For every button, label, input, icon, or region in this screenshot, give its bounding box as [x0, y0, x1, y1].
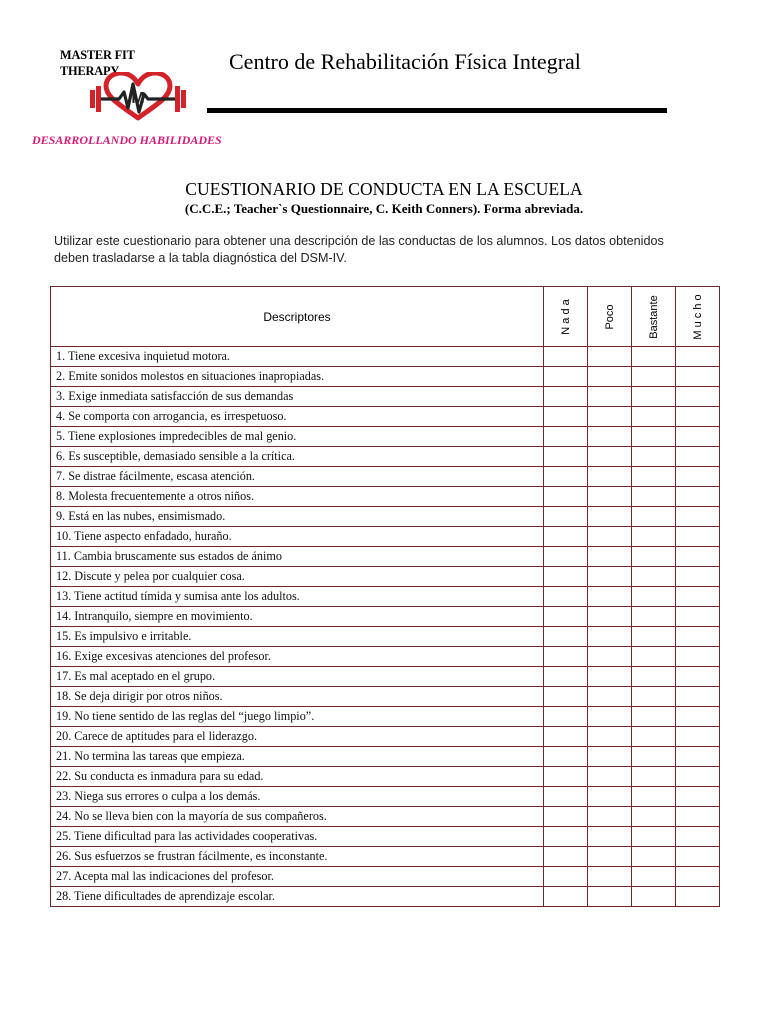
descriptor-item: 13. Tiene actitud tímida y sumisa ante los adultos.	[51, 587, 544, 607]
descriptor-item: 8. Molesta frecuentemente a otros niños.	[51, 487, 544, 507]
descriptor-item: 27. Acepta mal las indicaciones del profesor.	[51, 867, 544, 887]
answer-cell-poco[interactable]	[588, 747, 632, 767]
logo-tagline: DESARROLLANDO HABILIDADES	[32, 133, 222, 147]
header-rule	[207, 108, 667, 113]
answer-cell-nada[interactable]	[544, 367, 588, 387]
answer-cell-nada[interactable]	[544, 567, 588, 587]
answer-cell-nada[interactable]	[544, 847, 588, 867]
answer-cell-mucho[interactable]	[676, 807, 720, 827]
answer-cell-bastante[interactable]	[632, 607, 676, 627]
answer-cell-mucho[interactable]	[676, 607, 720, 627]
answer-cell-mucho[interactable]	[676, 587, 720, 607]
answer-cell-bastante[interactable]	[632, 367, 676, 387]
questionnaire-table	[50, 286, 720, 907]
descriptor-item: 14. Intranquilo, siempre en movimiento.	[51, 607, 544, 627]
answer-cell-mucho[interactable]	[676, 347, 720, 367]
descriptor-item: 5. Tiene explosiones impredecibles de mal genio.	[51, 427, 544, 447]
answer-cell-mucho[interactable]	[676, 667, 720, 687]
descriptor-item: 20. Carece de aptitudes para el liderazgo.	[51, 727, 544, 747]
answer-cell-nada[interactable]	[544, 867, 588, 887]
descriptor-item: 4. Se comporta con arrogancia, es irrespetuoso.	[51, 407, 544, 427]
answer-cell-bastante[interactable]	[632, 467, 676, 487]
svg-text:M: M	[131, 90, 145, 107]
answer-cell-bastante[interactable]	[632, 347, 676, 367]
column-poco-label: Poco	[603, 303, 616, 330]
heart-dumbbell-logo-icon	[86, 72, 190, 124]
answer-cell-poco[interactable]	[588, 647, 632, 667]
answer-cell-poco[interactable]	[588, 847, 632, 867]
answer-cell-bastante[interactable]	[632, 627, 676, 647]
answer-cell-mucho[interactable]	[676, 387, 720, 407]
table-row	[51, 667, 720, 687]
descriptor-item: 11. Cambia bruscamente sus estados de ánimo	[51, 547, 544, 567]
descriptor-item: 16. Exige excesivas atenciones del profesor.	[51, 647, 544, 667]
descriptors-header: Descriptores	[51, 287, 544, 347]
answer-cell-bastante[interactable]	[632, 807, 676, 827]
answer-cell-nada[interactable]	[544, 587, 588, 607]
table-row	[51, 887, 720, 907]
answer-cell-bastante[interactable]	[632, 567, 676, 587]
answer-cell-bastante[interactable]	[632, 487, 676, 507]
answer-cell-poco[interactable]	[588, 567, 632, 587]
answer-cell-nada[interactable]	[544, 447, 588, 467]
table-row	[51, 727, 720, 747]
answer-cell-mucho[interactable]	[676, 707, 720, 727]
descriptor-item: 9. Está en las nubes, ensimismado.	[51, 507, 544, 527]
answer-cell-bastante[interactable]	[632, 387, 676, 407]
table-row	[51, 767, 720, 787]
descriptor-item: 18. Se deja dirigir por otros niños.	[51, 687, 544, 707]
answer-cell-poco[interactable]	[588, 627, 632, 647]
table-row	[51, 347, 720, 367]
answer-cell-bastante[interactable]	[632, 787, 676, 807]
answer-cell-mucho[interactable]	[676, 427, 720, 447]
answer-cell-bastante[interactable]	[632, 667, 676, 687]
answer-cell-poco[interactable]	[588, 487, 632, 507]
descriptor-item: 19. No tiene sentido de las reglas del “juego limpio”.	[51, 707, 544, 727]
answer-cell-poco[interactable]	[588, 767, 632, 787]
table-row	[51, 807, 720, 827]
descriptor-item: 25. Tiene dificultad para las actividades cooperativas.	[51, 827, 544, 847]
table-row	[51, 447, 720, 467]
answer-cell-mucho[interactable]	[676, 887, 720, 907]
descriptor-item: 1. Tiene excesiva inquietud motora.	[51, 347, 544, 367]
answer-cell-mucho[interactable]	[676, 407, 720, 427]
descriptor-item: 7. Se distrae fácilmente, escasa atención.	[51, 467, 544, 487]
answer-cell-mucho[interactable]	[676, 847, 720, 867]
answer-cell-nada[interactable]	[544, 887, 588, 907]
center-title: Centro de Rehabilitación Física Integral	[229, 49, 581, 74]
table-row	[51, 687, 720, 707]
table-row	[51, 647, 720, 667]
intro-paragraph: Utilizar este cuestionario para obtener una descripción de las conductas de los alumnos. Los datos obtenidos deben trasladarse a la tabla diagnóstica del DSM-IV.	[54, 234, 664, 265]
answer-cell-poco[interactable]	[588, 507, 632, 527]
answer-cell-nada[interactable]	[544, 547, 588, 567]
table-row	[51, 707, 720, 727]
answer-cell-bastante[interactable]	[632, 447, 676, 467]
questionnaire-body	[51, 347, 720, 907]
column-bastante-header	[632, 287, 676, 347]
answer-cell-mucho[interactable]	[676, 367, 720, 387]
table-row	[51, 507, 720, 527]
descriptor-item: 23. Niega sus errores o culpa a los demás.	[51, 787, 544, 807]
document-title: CUESTIONARIO DE CONDUCTA EN LA ESCUELA	[185, 179, 583, 199]
table-row	[51, 587, 720, 607]
answer-cell-nada[interactable]	[544, 667, 588, 687]
column-poco-header	[588, 287, 632, 347]
answer-cell-bastante[interactable]	[632, 727, 676, 747]
answer-cell-poco[interactable]	[588, 807, 632, 827]
table-row	[51, 787, 720, 807]
answer-cell-poco[interactable]	[588, 407, 632, 427]
answer-cell-bastante[interactable]	[632, 707, 676, 727]
answer-cell-nada[interactable]	[544, 647, 588, 667]
table-row	[51, 487, 720, 507]
answer-cell-bastante[interactable]	[632, 827, 676, 847]
answer-cell-nada[interactable]	[544, 487, 588, 507]
answer-cell-bastante[interactable]	[632, 887, 676, 907]
table-row	[51, 747, 720, 767]
answer-cell-poco[interactable]	[588, 367, 632, 387]
table-row	[51, 467, 720, 487]
answer-cell-nada[interactable]	[544, 527, 588, 547]
answer-cell-mucho[interactable]	[676, 827, 720, 847]
column-mucho-label: M u c h o	[691, 293, 704, 340]
document-subtitle: (C.C.E.; Teacher`s Questionnaire, C. Keith Conners). Forma abreviada.	[184, 201, 584, 216]
answer-cell-nada[interactable]	[544, 507, 588, 527]
answer-cell-bastante[interactable]	[632, 547, 676, 567]
answer-cell-bastante[interactable]	[632, 587, 676, 607]
answer-cell-mucho[interactable]	[676, 447, 720, 467]
answer-cell-nada[interactable]	[544, 707, 588, 727]
answer-cell-poco[interactable]	[588, 827, 632, 847]
answer-cell-nada[interactable]	[544, 387, 588, 407]
answer-cell-bastante[interactable]	[632, 427, 676, 447]
descriptor-item: 26. Sus esfuerzos se frustran fácilmente, es inconstante.	[51, 847, 544, 867]
answer-cell-bastante[interactable]	[632, 407, 676, 427]
answer-cell-mucho[interactable]	[676, 727, 720, 747]
answer-cell-mucho[interactable]	[676, 627, 720, 647]
descriptor-item: 6. Es susceptible, demasiado sensible a la crítica.	[51, 447, 544, 467]
answer-cell-poco[interactable]	[588, 587, 632, 607]
answer-cell-mucho[interactable]	[676, 767, 720, 787]
answer-cell-poco[interactable]	[588, 547, 632, 567]
answer-cell-mucho[interactable]	[676, 787, 720, 807]
answer-cell-bastante[interactable]	[632, 647, 676, 667]
answer-cell-nada[interactable]	[544, 347, 588, 367]
descriptor-item: 21. No termina las tareas que empieza.	[51, 747, 544, 767]
column-nada-header	[544, 287, 588, 347]
answer-cell-poco[interactable]	[588, 427, 632, 447]
answer-cell-poco[interactable]	[588, 387, 632, 407]
table-row	[51, 567, 720, 587]
table-row	[51, 627, 720, 647]
table-row	[51, 527, 720, 547]
descriptor-item: 2. Emite sonidos molestos en situaciones inapropiadas.	[51, 367, 544, 387]
answer-cell-nada[interactable]	[544, 747, 588, 767]
logo-brand-name: MASTER FIT THERAPY	[60, 47, 135, 78]
table-row	[51, 367, 720, 387]
table-row	[51, 867, 720, 887]
answer-cell-mucho[interactable]	[676, 687, 720, 707]
answer-cell-poco[interactable]	[588, 347, 632, 367]
answer-cell-nada[interactable]	[544, 827, 588, 847]
answer-cell-poco[interactable]	[588, 607, 632, 627]
descriptor-item: 15. Es impulsivo e irritable.	[51, 627, 544, 647]
answer-cell-mucho[interactable]	[676, 747, 720, 767]
answer-cell-poco[interactable]	[588, 687, 632, 707]
descriptor-item: 28. Tiene dificultades de aprendizaje escolar.	[51, 887, 544, 907]
answer-cell-nada[interactable]	[544, 427, 588, 447]
answer-cell-nada[interactable]	[544, 807, 588, 827]
table-row	[51, 607, 720, 627]
answer-cell-bastante[interactable]	[632, 507, 676, 527]
answer-cell-poco[interactable]	[588, 447, 632, 467]
answer-cell-nada[interactable]	[544, 467, 588, 487]
answer-cell-nada[interactable]	[544, 407, 588, 427]
descriptor-item: 22. Su conducta es inmadura para su edad.	[51, 767, 544, 787]
answer-cell-bastante[interactable]	[632, 767, 676, 787]
descriptor-item: 12. Discute y pelea por cualquier cosa.	[51, 567, 544, 587]
answer-cell-poco[interactable]	[588, 667, 632, 687]
answer-cell-mucho[interactable]	[676, 567, 720, 587]
answer-cell-bastante[interactable]	[632, 527, 676, 547]
table-row	[51, 387, 720, 407]
answer-cell-bastante[interactable]	[632, 867, 676, 887]
table-row	[51, 847, 720, 867]
answer-cell-mucho[interactable]	[676, 547, 720, 567]
answer-cell-poco[interactable]	[588, 527, 632, 547]
answer-cell-bastante[interactable]	[632, 687, 676, 707]
table-row	[51, 407, 720, 427]
table-header-row	[51, 287, 720, 347]
answer-cell-poco[interactable]	[588, 727, 632, 747]
descriptor-item: 10. Tiene aspecto enfadado, huraño.	[51, 527, 544, 547]
answer-cell-bastante[interactable]	[632, 747, 676, 767]
descriptor-item: 17. Es mal aceptado en el grupo.	[51, 667, 544, 687]
column-mucho-header	[676, 287, 720, 347]
answer-cell-mucho[interactable]	[676, 867, 720, 887]
answer-cell-nada[interactable]	[544, 607, 588, 627]
answer-cell-bastante[interactable]	[632, 847, 676, 867]
answer-cell-poco[interactable]	[588, 887, 632, 907]
column-bastante-label: Bastante	[647, 294, 660, 339]
table-row	[51, 547, 720, 567]
answer-cell-nada[interactable]	[544, 687, 588, 707]
answer-cell-poco[interactable]	[588, 787, 632, 807]
answer-cell-poco[interactable]	[588, 867, 632, 887]
answer-cell-poco[interactable]	[588, 467, 632, 487]
descriptor-item: 24. No se lleva bien con la mayoría de sus compañeros.	[51, 807, 544, 827]
answer-cell-nada[interactable]	[544, 727, 588, 747]
answer-cell-mucho[interactable]	[676, 467, 720, 487]
answer-cell-mucho[interactable]	[676, 527, 720, 547]
answer-cell-poco[interactable]	[588, 707, 632, 727]
answer-cell-nada[interactable]	[544, 787, 588, 807]
descriptor-item: 3. Exige inmediata satisfacción de sus demandas	[51, 387, 544, 407]
column-nada-label: N a d a	[559, 298, 572, 335]
answer-cell-mucho[interactable]	[676, 507, 720, 527]
answer-cell-nada[interactable]	[544, 767, 588, 787]
answer-cell-nada[interactable]	[544, 627, 588, 647]
table-row	[51, 827, 720, 847]
answer-cell-mucho[interactable]	[676, 487, 720, 507]
answer-cell-mucho[interactable]	[676, 647, 720, 667]
table-row	[51, 427, 720, 447]
